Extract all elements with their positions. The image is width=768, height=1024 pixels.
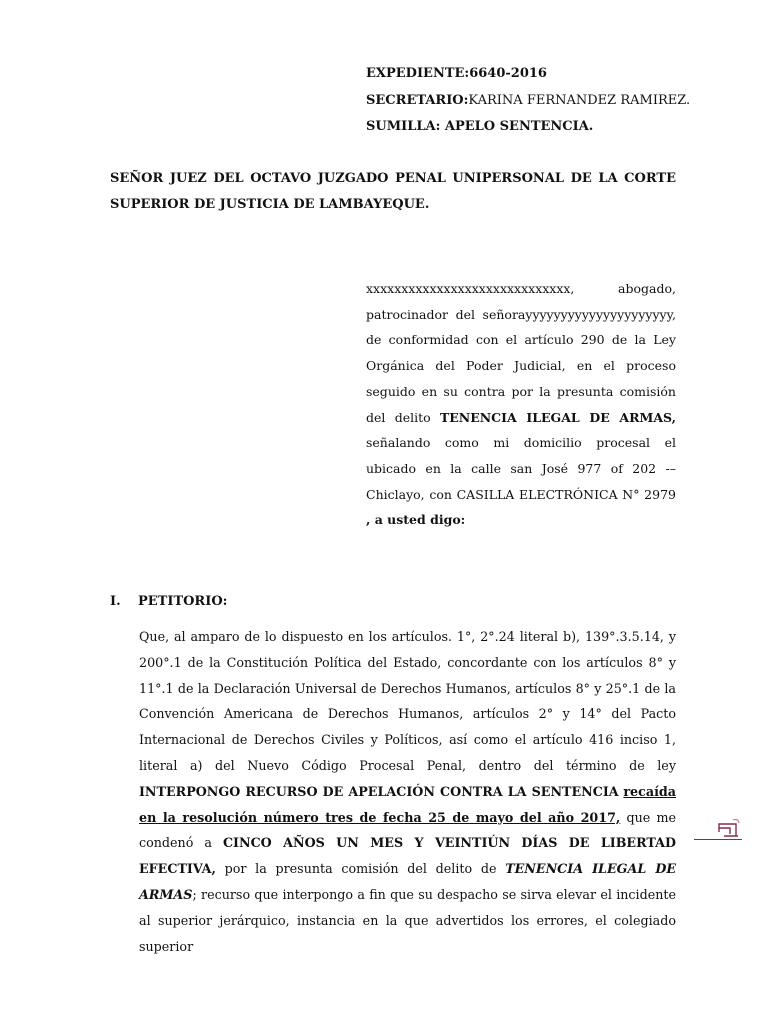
expediente-label: EXPEDIENTE: [366,66,470,81]
petitorio-text-4: ; recurso que interpongo a fin que su despacho se sirva elevar el incidente al superior jerárquico, instancia en la que advertidos los errores, el colegiado superior [139,886,676,954]
margin-divider [694,839,742,840]
intro-closing: , a usted digo: [366,512,466,528]
intro-text-1: xxxxxxxxxxxxxxxxxxxxxxxxxxxxx, abogado, patrocinador del señorayyyyyyyyyyyyyyyyyyyyy, de conformidad con el artículo 290 de la Ley Orgánica del Poder Judicial, en el proceso seguido en su contra por la presunta comisión del delito [366,281,676,425]
section-number: I. [110,594,121,609]
intro-paragraph [366,276,676,533]
section-title: PETITORIO: [138,594,228,609]
section-heading [110,594,227,609]
petitorio-text-3: por la presunta comisión del delito de [224,861,497,877]
sumilla-line: SUMILLA: APELO SENTENCIA. [366,119,594,134]
petitorio-bold-2: CINCO AÑOS UN MES Y VEINTIÚN DÍAS DE LIBERTAD EFECTIVA, [139,835,676,877]
secretario-line [366,93,690,108]
secretario-value: KARINA FERNANDEZ RAMIREZ. [468,93,691,108]
intro-crime: TENENCIA ILEGAL DE ARMAS, [439,409,676,425]
petitorio-italic: TENENCIA ILEGAL DE ARMAS [139,861,676,902]
expediente-value: 6640-2016 [469,66,547,81]
intro-text-2: señalando como mi domicilio procesal el ubicado en la calle san José 977 of 202 -– Chiclayo, con CASILLA ELECTRÓNICA N° 2979 [366,435,676,502]
expediente-line [366,66,547,81]
petitorio-text-2: que me condenó a [139,809,676,851]
secretario-label: SECRETARIO: [366,93,469,108]
addressee: SEÑOR JUEZ DEL OCTAVO JUZGADO PENAL UNIPERSONAL DE LA CORTE SUPERIOR DE JUSTICIA DE LAMBAYEQUE. [110,171,676,212]
petitorio-underlined: recaída en la resolución número tres de fecha 25 de mayo del año 2017, [139,783,676,825]
petitorio-paragraph [139,624,676,959]
petitorio-text-1: Que, al amparo de lo dispuesto en los artículos. 1°, 2°.24 literal b), 139°.3.5.14, y 200°.1 de la Constitución Política del Estado, concordante con los artículos 8° y 11°.1 de la Declaración Universal de Derechos Humanos, artículos 8° y 25°.1 de la Convención Americana de Derechos Humanos, artículos 2° y 14° del Pacto Internacional de Derechos Civiles y Políticos, así como el artículo 416 inciso 1, literal a) del Nuevo Código Procesal Penal, dentro del término de ley [139,629,676,773]
petitorio-bold-1: INTERPONGO RECURSO DE APELACIÓN CONTRA LA SENTENCIA [139,783,619,799]
